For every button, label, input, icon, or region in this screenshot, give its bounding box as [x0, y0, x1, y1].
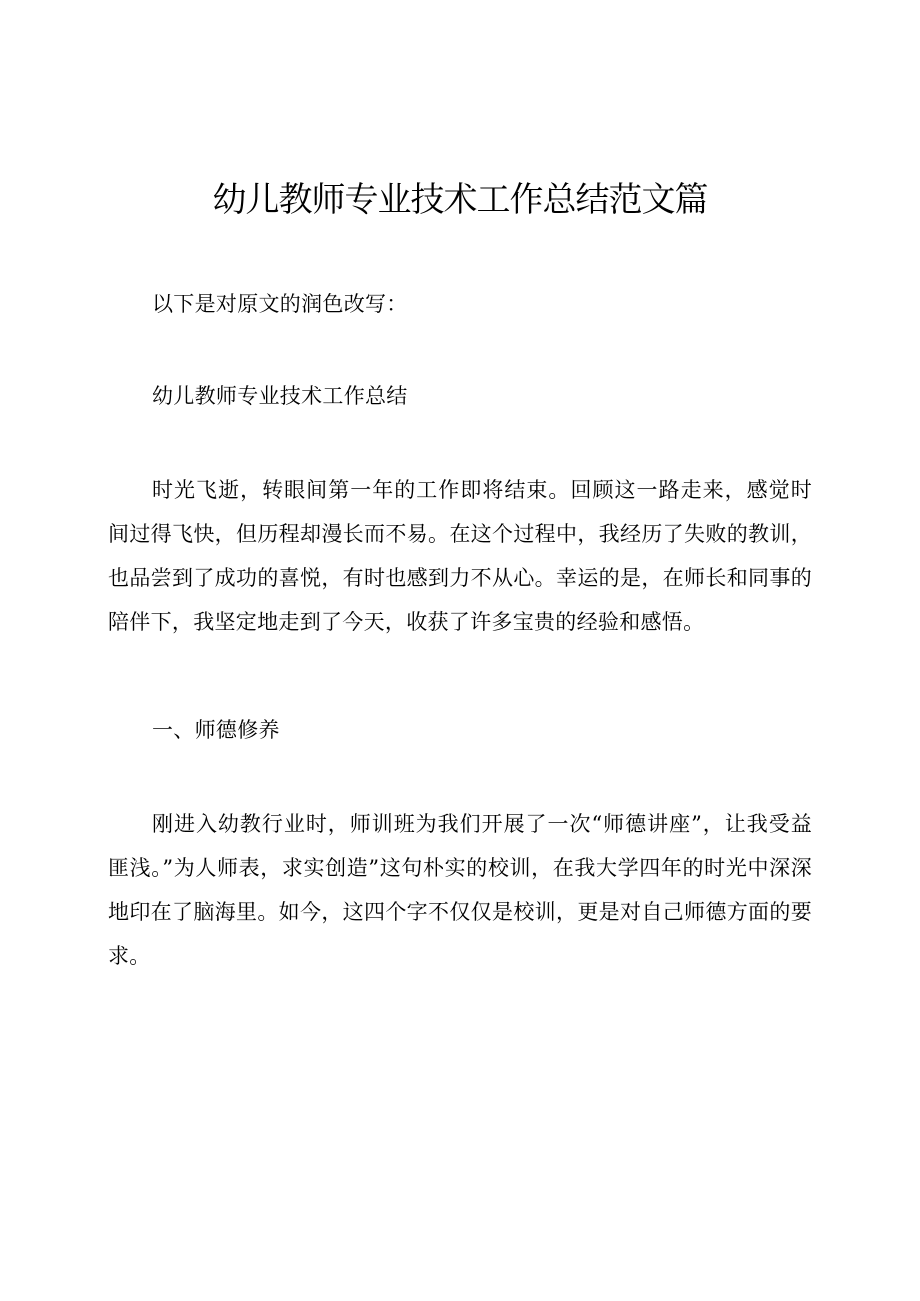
section-heading-ethics: 一、师德修养 [152, 718, 280, 742]
intro-text: 以下是对原文的润色改写： [152, 292, 408, 316]
document-subtitle: 幼儿教师专业技术工作总结 [152, 384, 408, 408]
paragraph-2: 刚进入幼教行业时，师训班为我们开展了一次“师德讲座”，让我受益匪浅。”为人师表，求实创造”这句朴实的校训，在我大学四年的时光中深深地印在了脑海里。如今，这四个字不仅仅是校训，更是对自己师德方面的要求。 [108, 812, 812, 968]
document-title: 幼儿教师专业技术工作总结范文篇 [212, 180, 708, 220]
paragraph-1: 时光飞逝，转眼间第一年的工作即将结束。回顾这一路走来，感觉时间过得飞快，但历程却漫长而不易。在这个过程中，我经历了失败的教训，也品尝到了成功的喜悦，有时也感到力不从心。幸运的是，在师长和同事的陪伴下，我坚定地走到了今天，收获了许多宝贵的经验和感悟。 [108, 478, 812, 634]
